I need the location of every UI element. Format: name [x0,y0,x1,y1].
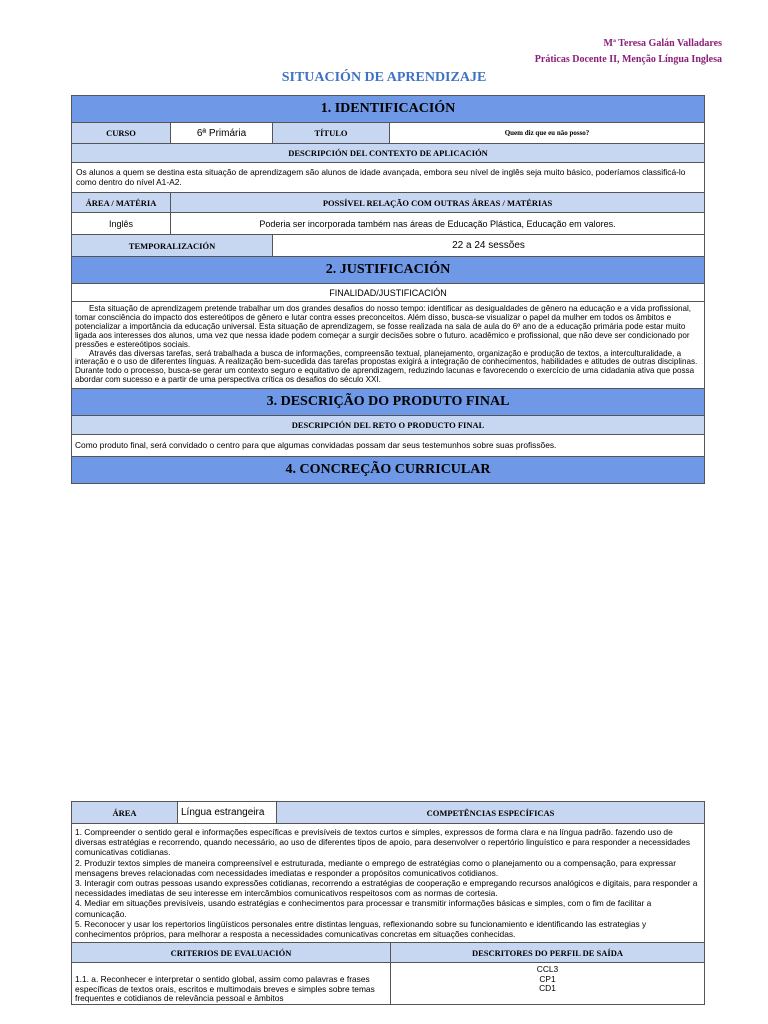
area-label: ÁREA / MATÉRIA [72,193,171,213]
competencia-item: 5. Reconocer y usar los repertorios lingüísticos personales entre distintas lenguas, reflexionando sobre su funcionamiento e identificando las estrategias y conhecimentos próprios, para melhorar a resposta a necessidades comunicativas concretas em situações conhecidas. [75,918,647,940]
curso-value: 6ª Primária [171,123,273,144]
competencia-item: 3. Interagir com outras pessoas usando expressões cotidianas, recorrendo a estratégias de cooperação e empregando recursos analógicos e digitais, para responder a necessidades imediatas de seu interesse em intercâmbios comunicativos respeitosos com as normas de cortesia. [75,878,698,899]
competencias-list [72,824,705,943]
criterios-label: CRITERIOS DE EVALUACIÓN [72,943,391,963]
reto-label: DESCRIPCIÓN DEL RETO O PRODUCTO FINAL [72,416,705,435]
descritores-label: DESCRITORES DO PERFIL DE SAÍDA [391,943,705,963]
curricular-area-value: Língua estrangeira [178,802,277,824]
relacion-label: POSSÍVEL RELAÇÃO COM OUTRAS ÁREAS / MATÉRIAS [171,193,705,213]
competencia-item: 2. Produzir textos simples de maneira compreensível e estruturada, mediante o emprego de estratégias como o planejamento ou a compensação, para expressar mensagens breves relacionadas com necessidades imediatas e responder a propósitos comunicativos cotidianos. [75,857,677,878]
justification-paragraph-2: Através das diversas tarefas, será trabalhada a busca de informações, compreensão textual, planejamento, organização e produção de textos, a interculturalidade, a interação e o uso de diferentes línguas. A realização bem-sucedida das tarefas propostas exigirá a integração de conhecimentos, habilidades e atitudes de outras disciplinas. Durante todo o processo, busca-se gerar um contexto seguro e equitativo de aprendizagem, reduzindo lacunas e favorecendo o exercício de uma cidadania ativa que possa abordar com sucesso e a partir de uma perspectiva crítica os desafios do século XXI. [75,348,698,385]
justification-paragraph-1: Esta situação de aprendizagem pretende trabalhar um dos grandes desafios do nosso tempo: identificar as desigualdades de gênero na educação e a vida profissional, tomar consciência do impacto dos estereótipos de gênero e lutar contra esses preconceitos. Além disso, busca-se visualizar o papel da mulher em todos os âmbitos e potencializar a importância da educação universal. Esta situação de aprendizagem, se fosse realizada na sala de aula do 6º ano de a educação primária pode estar muito ligada aos interesses dos alunos, uma vez que nessa idade podem começar a surgir decisões sobre o futuro. acadêmico e profissional, que não deve ser condicionado por pressões e estereótipos sociais. [75,304,692,349]
context-text: Os alunos a quem se destina esta situação de aprendizagem são alunos de idade avançada, embora seu nível de inglês seja muito básico, poderíamos classificá-lo como dentro do nível A1-A2. [72,163,705,193]
descritor-item: CP1 [539,973,556,984]
author-name: Mª Teresa Galán Valladares [603,38,722,49]
context-label: DESCRIPCIÓN DEL CONTEXTO DE APLICACIÓN [72,144,705,163]
criterio-text: 1.1. a. Reconhecer e interpretar o sentido global, assim como palavras e frases específicas de textos orais, escritos e multimodais breves e simples sobre temas frequentes e cotidianos de relevância pessoal e âmbitos [72,963,391,1005]
section-3-heading: 3. DESCRIÇÃO DO PRODUTO FINAL [72,389,705,416]
descritores-list [391,963,705,1005]
area-value: Inglês [72,213,171,235]
section-1-heading: 1. IDENTIFICACIÓN [72,96,705,123]
section-2-heading: 2. JUSTIFICACIÓN [72,257,705,284]
curricular-table [71,801,705,1005]
course-subtitle: Práticas Docente II, Menção Língua Inglesa [534,54,722,65]
titulo-value: Quem diz que eu não posso? [390,123,705,144]
titulo-label: TÍTULO [273,123,390,144]
product-text: Como produto final, será convidado o centro para que algumas convidadas possam dar seus testemunhos sobre suas profissões. [72,435,705,457]
temporalizacion-label: TEMPORALIZACIÓN [72,235,273,257]
curso-label: CURSO [72,123,171,144]
descritor-item: CCL3 [536,964,559,975]
page-title: SITUACIÓN DE APRENDIZAJE [281,70,487,85]
competencias-label: COMPETÊNCIAS ESPECÍFICAS [277,802,705,824]
finalidad-label: FINALIDAD/JUSTIFICACIÓN [72,284,705,302]
competencia-item: 4. Mediar em situações previsíveis, usando estratégias e conhecimentos para processar e transmitir informações básicas e simples, com o fim de facilitar a comunicação. [75,898,652,919]
section-4-heading: 4. CONCREÇÃO CURRICULAR [72,457,705,484]
temporalizacion-value: 22 a 24 sessões [273,235,705,257]
situation-table [71,95,705,484]
justification-text [72,302,705,389]
descritor-item: CD1 [539,983,556,994]
relacion-value: Poderia ser incorporada também nas áreas de Educação Plástica, Educação em valores. [171,213,705,235]
competencia-item: 1. Compreender o sentido geral e informações específicas e previsíveis de textos curtos e simples, expressos de forma clara e na língua padrão. fazendo uso de diversas estratégias e recorrendo, quando necessário, ao uso de diferentes tipos de apoio, para desenvolver o repertório linguístico e para responder a necessidades comunicativas cotidianas. [75,827,691,858]
curricular-area-label: ÁREA [72,802,178,824]
